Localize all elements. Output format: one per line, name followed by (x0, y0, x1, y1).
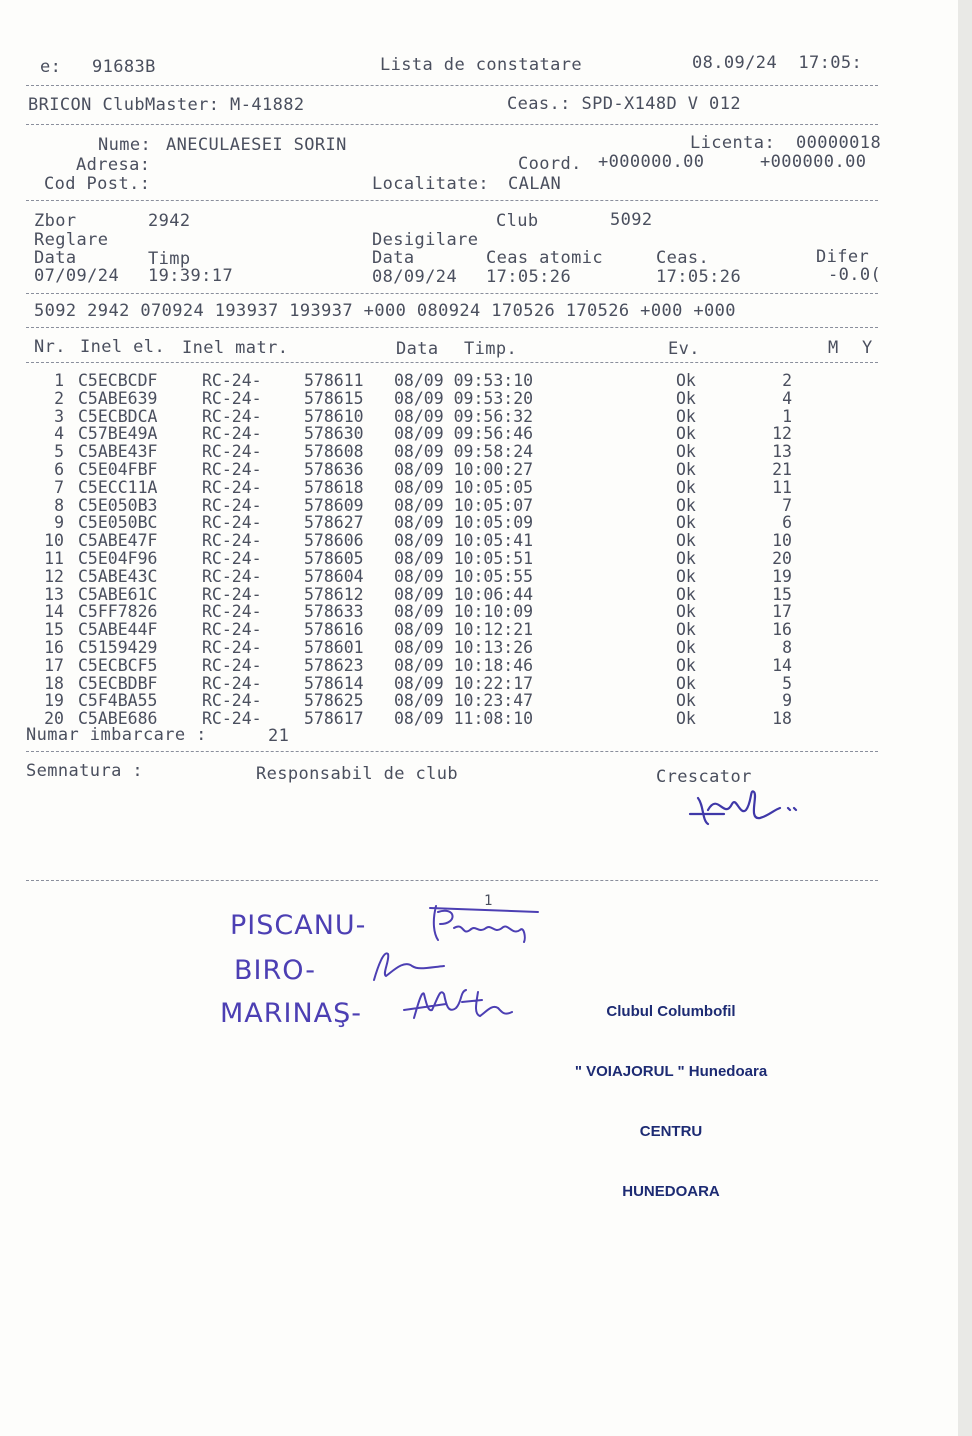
header-inel-el: Inel el. (80, 337, 166, 357)
event-status: Ok (676, 459, 696, 479)
ring-number: 578627 (304, 513, 364, 533)
electronic-ring: C5ABE47F (78, 531, 158, 551)
position-m: 15 (772, 584, 792, 604)
locality: CALAN (508, 174, 562, 194)
arrival-datetime: 08/09 10:18:46 (394, 655, 534, 675)
position-m: 7 (782, 495, 792, 515)
table-row (26, 586, 826, 604)
paper-edge (958, 0, 972, 1436)
arrival-datetime: 08/09 09:56:32 (394, 406, 534, 426)
ring-number: 578618 (304, 477, 364, 497)
ring-prefix: RC-24- (202, 548, 262, 568)
row-number: 4 (54, 424, 64, 444)
club-master: BRICON ClubMaster: M-41882 (28, 95, 305, 115)
position-m: 17 (772, 602, 792, 622)
event-status: Ok (676, 388, 696, 408)
ring-number: 578625 (304, 691, 364, 711)
separator (26, 751, 878, 752)
row-number: 20 (44, 709, 64, 729)
electronic-ring: C5ABE43F (78, 442, 158, 462)
table-row (26, 692, 826, 710)
separator (26, 200, 878, 201)
ring-number: 578614 (304, 673, 364, 693)
electronic-ring: C5E050BC (78, 513, 158, 533)
table-row (26, 425, 826, 443)
arrival-datetime: 08/09 09:53:10 (394, 371, 534, 390)
boarding-count: 21 (268, 726, 290, 746)
ring-prefix: RC-24- (202, 655, 262, 675)
arrival-datetime: 08/09 10:13:26 (394, 637, 534, 657)
ring-number: 578610 (304, 406, 364, 426)
ring-prefix: RC-24- (202, 495, 262, 515)
handwritten-name-3: MARINAŞ- (220, 998, 363, 1029)
ring-number: 578617 (304, 709, 364, 729)
owner-name: ANECULAESEI SORIN (166, 135, 347, 155)
breeder-signature (684, 780, 804, 830)
electronic-ring: C5FF7826 (78, 602, 158, 622)
table-row (26, 657, 826, 675)
ring-prefix: RC-24- (202, 442, 262, 462)
arrival-datetime: 08/09 10:00:27 (394, 459, 534, 479)
coord-label: Coord. (518, 154, 582, 174)
electronic-ring: C5ECBDBF (78, 673, 158, 693)
doc-id-label: e: (40, 57, 62, 77)
desigilare-label: Desigilare (372, 230, 479, 250)
table-row (26, 372, 826, 390)
header-inel-matr: Inel matr. (182, 338, 289, 358)
electronic-ring: C5F4BA55 (78, 691, 158, 711)
arrival-datetime: 08/09 10:05:51 (394, 548, 534, 568)
header-timp: Timp. (464, 339, 518, 359)
row-number: 1 (54, 371, 64, 390)
event-status: Ok (676, 548, 696, 568)
separator (26, 880, 878, 881)
club-number: 5092 (610, 210, 653, 230)
row-number: 2 (54, 388, 64, 408)
stamp-line-2: " VOIAJORUL " Hunedoara (574, 1063, 768, 1080)
header-data: Data (396, 339, 439, 359)
ring-prefix: RC-24- (202, 477, 262, 497)
event-status: Ok (676, 566, 696, 586)
ring-prefix: RC-24- (202, 566, 262, 586)
ring-number: 578609 (304, 495, 364, 515)
des-data-label: Data (372, 248, 415, 268)
event-status: Ok (676, 655, 696, 675)
electronic-ring: C5ABE639 (78, 388, 158, 408)
event-status: Ok (676, 602, 696, 622)
ring-number: 578606 (304, 531, 364, 551)
electronic-ring: C5ECBCDF (78, 371, 158, 390)
position-m: 5 (782, 673, 792, 693)
reg-data-label: Data (34, 248, 77, 268)
club-label: Club (496, 211, 539, 231)
position-m: 21 (772, 459, 792, 479)
event-status: Ok (676, 477, 696, 497)
license-number: 00000018 (796, 133, 882, 153)
time-diff: -0.0( (828, 265, 882, 285)
arrival-datetime: 08/09 10:05:55 (394, 566, 534, 586)
electronic-ring: C5ABE686 (78, 709, 158, 729)
separator (26, 327, 878, 328)
position-m: 6 (782, 513, 792, 533)
position-m: 1 (782, 406, 792, 426)
table-row (26, 390, 826, 408)
row-number: 9 (54, 513, 64, 533)
separator (26, 124, 878, 125)
event-status: Ok (676, 673, 696, 693)
event-status: Ok (676, 495, 696, 515)
event-status: Ok (676, 637, 696, 657)
ceas-atomic-label: Ceas atomic (486, 248, 603, 268)
arrival-datetime: 08/09 10:05:07 (394, 495, 534, 515)
license-label: Licenta: (690, 133, 776, 153)
electronic-ring: C5ABE61C (78, 584, 158, 604)
position-m: 19 (772, 566, 792, 586)
table-row (26, 675, 826, 693)
coord-y: +000000.00 (760, 152, 867, 172)
arrival-datetime: 08/09 09:53:20 (394, 388, 534, 408)
electronic-ring: C57BE49A (78, 424, 158, 444)
header-ev: Ev. (668, 339, 700, 359)
ring-prefix: RC-24- (202, 371, 262, 390)
table-row (26, 532, 826, 550)
header-m: M (828, 338, 839, 358)
ring-prefix: RC-24- (202, 388, 262, 408)
header-y: Y (862, 338, 873, 358)
arrival-datetime: 08/09 10:06:44 (394, 584, 534, 604)
event-status: Ok (676, 406, 696, 426)
ring-prefix: RC-24- (202, 424, 262, 444)
table-row (26, 497, 826, 515)
ring-number: 578616 (304, 620, 364, 640)
table-row (26, 568, 826, 586)
postal-label: Cod Post.: (44, 174, 151, 194)
arrival-datetime: 08/09 10:10:09 (394, 602, 534, 622)
arrival-datetime: 08/09 10:05:09 (394, 513, 534, 533)
ring-prefix: RC-24- (202, 709, 262, 729)
row-number: 15 (44, 620, 64, 640)
page-number: 1 (484, 893, 493, 909)
handwritten-signature-3 (400, 978, 530, 1028)
ring-number: 578636 (304, 459, 364, 479)
position-m: 9 (782, 691, 792, 711)
event-status: Ok (676, 424, 696, 444)
position-m: 13 (772, 442, 792, 462)
arrival-datetime: 08/09 10:23:47 (394, 691, 534, 711)
ring-number: 578623 (304, 655, 364, 675)
handwritten-name-2: BIRO- (234, 955, 316, 986)
electronic-ring: C5159429 (78, 637, 158, 657)
electronic-ring: C5ABE43C (78, 566, 158, 586)
position-m: 12 (772, 424, 792, 444)
row-number: 14 (44, 602, 64, 622)
arrival-datetime: 08/09 10:05:05 (394, 477, 534, 497)
row-number: 12 (44, 566, 64, 586)
row-number: 8 (54, 495, 64, 515)
zbor-number: 2942 (148, 211, 191, 231)
summary-line: 5092 2942 070924 193937 193937 +000 080924 170526 170526 +000 +000 (34, 301, 736, 321)
arrival-datetime: 08/09 10:12:21 (394, 620, 534, 640)
clock-model: Ceas.: SPD-X148D V 012 (507, 94, 741, 114)
ring-number: 578630 (304, 424, 364, 444)
ring-prefix: RC-24- (202, 637, 262, 657)
ring-number: 578612 (304, 584, 364, 604)
table-row (26, 479, 826, 497)
position-m: 10 (772, 531, 792, 551)
row-number: 13 (44, 584, 64, 604)
arrival-datetime: 08/09 09:56:46 (394, 424, 534, 444)
event-status: Ok (676, 442, 696, 462)
ring-number: 578604 (304, 566, 364, 586)
electronic-ring: C5E050B3 (78, 495, 158, 515)
event-status: Ok (676, 584, 696, 604)
ring-prefix: RC-24- (202, 513, 262, 533)
position-m: 2 (782, 371, 792, 390)
difer-label: Difer (816, 247, 870, 267)
ring-prefix: RC-24- (202, 673, 262, 693)
table-row (26, 621, 826, 639)
table-row (26, 514, 826, 532)
event-status: Ok (676, 691, 696, 711)
arrival-datetime: 08/09 10:22:17 (394, 673, 534, 693)
position-m: 18 (772, 709, 792, 729)
electronic-ring: C5ECBDCA (78, 406, 158, 426)
position-m: 16 (772, 620, 792, 640)
atomic-time: 17:05:26 (486, 267, 572, 287)
position-m: 4 (782, 388, 792, 408)
reg-date: 07/09/24 (34, 266, 120, 286)
table-row (26, 550, 826, 568)
handwritten-name-1: PISCANU- (230, 910, 367, 941)
row-number: 19 (44, 691, 64, 711)
ring-number: 578615 (304, 388, 364, 408)
row-number: 10 (44, 531, 64, 551)
ring-prefix: RC-24- (202, 620, 262, 640)
reg-time: 19:39:17 (148, 266, 234, 286)
ring-prefix: RC-24- (202, 602, 262, 622)
electronic-ring: C5E04F96 (78, 548, 158, 568)
row-number: 6 (54, 459, 64, 479)
row-number: 5 (54, 442, 64, 462)
ring-prefix: RC-24- (202, 531, 262, 551)
signature-label: Semnatura : (26, 761, 143, 781)
row-number: 17 (44, 655, 64, 675)
stamp-line-1: Clubul Columbofil (606, 1003, 736, 1020)
table-row (26, 443, 826, 461)
reg-timp-label: Timp (148, 249, 191, 269)
ring-prefix: RC-24- (202, 691, 262, 711)
clock-time: 17:05:26 (656, 267, 742, 287)
ring-number: 578605 (304, 548, 364, 568)
table-row (26, 408, 826, 426)
boarding-label: Numar imbarcare : (26, 725, 207, 745)
breeder-label: Crescator (656, 767, 752, 787)
event-status: Ok (676, 371, 696, 390)
club-stamp (566, 962, 776, 1242)
arrival-datetime: 08/09 10:05:41 (394, 531, 534, 551)
row-number: 3 (54, 406, 64, 426)
arrivals-table (26, 372, 826, 728)
owner-name-label: Nume: (98, 135, 152, 155)
doc-datetime: 08.09/24 17:05: (692, 53, 863, 73)
ceas-label: Ceas. (656, 248, 710, 268)
ring-number: 578633 (304, 602, 364, 622)
address-label: Adresa: (76, 155, 151, 175)
doc-title: Lista de constatare (380, 55, 583, 75)
stamp-line-4: HUNEDOARA (622, 1183, 720, 1200)
separator (26, 362, 878, 363)
ring-prefix: RC-24- (202, 406, 262, 426)
position-m: 11 (772, 477, 792, 497)
club-responsible-label: Responsabil de club (256, 764, 459, 784)
stamp-line-3: CENTRU (639, 1123, 703, 1140)
doc-id-value: 91683B (92, 57, 156, 77)
coord-x: +000000.00 (598, 152, 705, 172)
ring-prefix: RC-24- (202, 584, 262, 604)
electronic-ring: C5ECC11A (78, 477, 158, 497)
ring-number: 578608 (304, 442, 364, 462)
table-row (26, 461, 826, 479)
arrival-datetime: 08/09 09:58:24 (394, 442, 534, 462)
des-date: 08/09/24 (372, 267, 458, 287)
electronic-ring: C5ECBCF5 (78, 655, 158, 675)
row-number: 16 (44, 637, 64, 657)
ring-number: 578611 (304, 371, 364, 390)
row-number: 11 (44, 548, 64, 568)
locality-label: Localitate: (372, 174, 489, 194)
zbor-label: Zbor (34, 211, 77, 231)
separator (26, 85, 878, 86)
position-m: 8 (782, 637, 792, 657)
electronic-ring: C5E04FBF (78, 459, 158, 479)
event-status: Ok (676, 513, 696, 533)
event-status: Ok (676, 620, 696, 640)
event-status: Ok (676, 709, 696, 729)
electronic-ring: C5ABE44F (78, 620, 158, 640)
ring-prefix: RC-24- (202, 459, 262, 479)
reglare-label: Reglare (34, 230, 109, 250)
row-number: 7 (54, 477, 64, 497)
table-row (26, 603, 826, 621)
event-status: Ok (676, 531, 696, 551)
separator (26, 293, 878, 294)
position-m: 20 (772, 548, 792, 568)
table-row (26, 639, 826, 657)
position-m: 14 (772, 655, 792, 675)
arrival-datetime: 08/09 11:08:10 (394, 709, 534, 729)
row-number: 18 (44, 673, 64, 693)
header-nr: Nr. (34, 337, 66, 357)
ring-number: 578601 (304, 637, 364, 657)
